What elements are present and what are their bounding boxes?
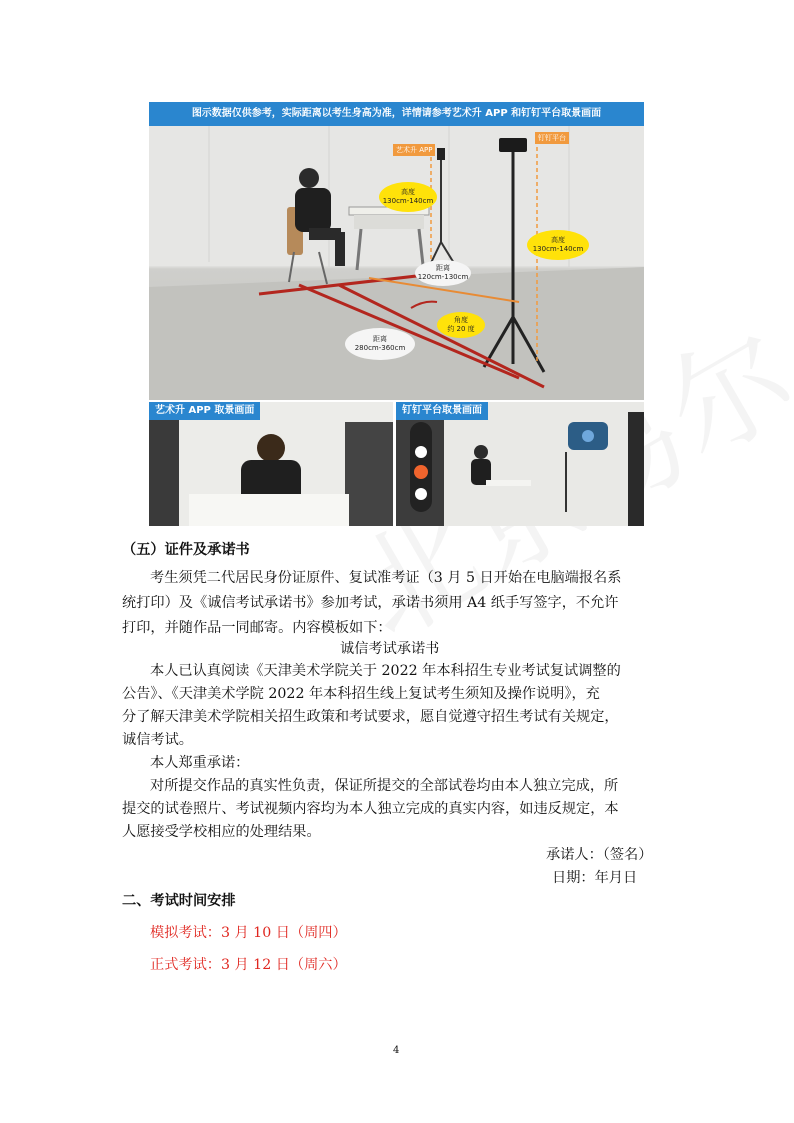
promise-line-3: 人愿接受学校相应的处理结果。 [122, 824, 321, 840]
page-number: 4 [393, 1045, 400, 1056]
angle-value: 约 20 度 [447, 325, 475, 333]
dingtalk-view-illustration [396, 402, 644, 526]
figure-banner: 图示数据仅供参考，实际距离以考生身高为准，详情请参考艺术升 APP 和钉钉平台取景画面 [149, 102, 644, 126]
app-view-label: 艺术升 APP 取景画面 [149, 402, 260, 420]
main-setup-photo [149, 102, 644, 400]
para-line-1: 考生须凭二代居民身份证原件、复试准考证（3 月 5 日开始在电脑端报名系 [150, 570, 622, 586]
distance-value: 120cm-130cm [417, 273, 469, 281]
promise-line-2: 提交的试卷照片、考试视频内容均为本人独立完成的真实内容，如违反规定，本 [122, 801, 619, 817]
formal-exam-date: 正式考试：3 月 12 日（周六） [150, 957, 347, 973]
distance-label: 距离 [436, 264, 450, 272]
dingtalk-view-label: 钉钉平台取景画面 [396, 402, 488, 420]
pledge-line-3: 分了解天津美术学院相关招生政策和考试要求，愿自觉遵守招生考试有关规定， [122, 709, 619, 725]
height-ellipse-right [527, 230, 589, 260]
para-line-3: 打印，并随作品一同邮寄。内容模板如下： [122, 620, 392, 636]
tag-app: 艺术升 APP [393, 144, 435, 156]
pledge-line-2: 公告》、《天津美术学院 2022 年本科招生线上复试考生须知及操作说明》，充 [122, 686, 600, 702]
setup-figure [149, 102, 644, 526]
section2-heading: 二、考试时间安排 [122, 893, 236, 909]
app-view-photo [149, 402, 393, 526]
height-label: 高度 [401, 188, 415, 196]
dingtalk-view-photo [396, 402, 644, 526]
mock-exam-date: 模拟考试：3 月 10 日（周四） [150, 925, 347, 941]
pledge-line-4: 诚信考试。 [122, 732, 193, 748]
promise-line-1: 对所提交作品的真实性负责，保证所提交的全部试卷均由本人独立完成，所 [150, 778, 619, 794]
angle-label: 角度 [454, 316, 468, 324]
app-view-illustration [149, 402, 393, 526]
pledge-line-1: 本人已认真阅读《天津美术学院关于 2022 年本科招生专业考试复试调整的 [150, 663, 621, 679]
tag-dingtalk: 钉钉平台 [535, 132, 569, 144]
height-value: 130cm-140cm [382, 197, 434, 205]
distance-value: 280cm-360cm [354, 344, 406, 352]
template-title: 诚信考试承诺书 [340, 641, 440, 657]
height-ellipse-left [379, 182, 437, 212]
distance-ellipse-large [345, 328, 415, 360]
signer-line: 承诺人：（签名） [546, 847, 653, 863]
date-line: 日期：年月日 [552, 870, 638, 886]
angle-ellipse [437, 312, 485, 338]
height-label: 高度 [551, 236, 565, 244]
para-line-2: 统打印）及《诚信考试承诺书》参加考试，承诺书须用 A4 纸手写签字，不允许 [122, 595, 619, 611]
distance-ellipse-small [415, 260, 471, 286]
distance-label: 距离 [373, 335, 387, 343]
section5-heading: （五）证件及承诺书 [122, 542, 250, 558]
height-value: 130cm-140cm [532, 245, 584, 253]
solemn-line: 本人郑重承诺： [150, 755, 250, 771]
